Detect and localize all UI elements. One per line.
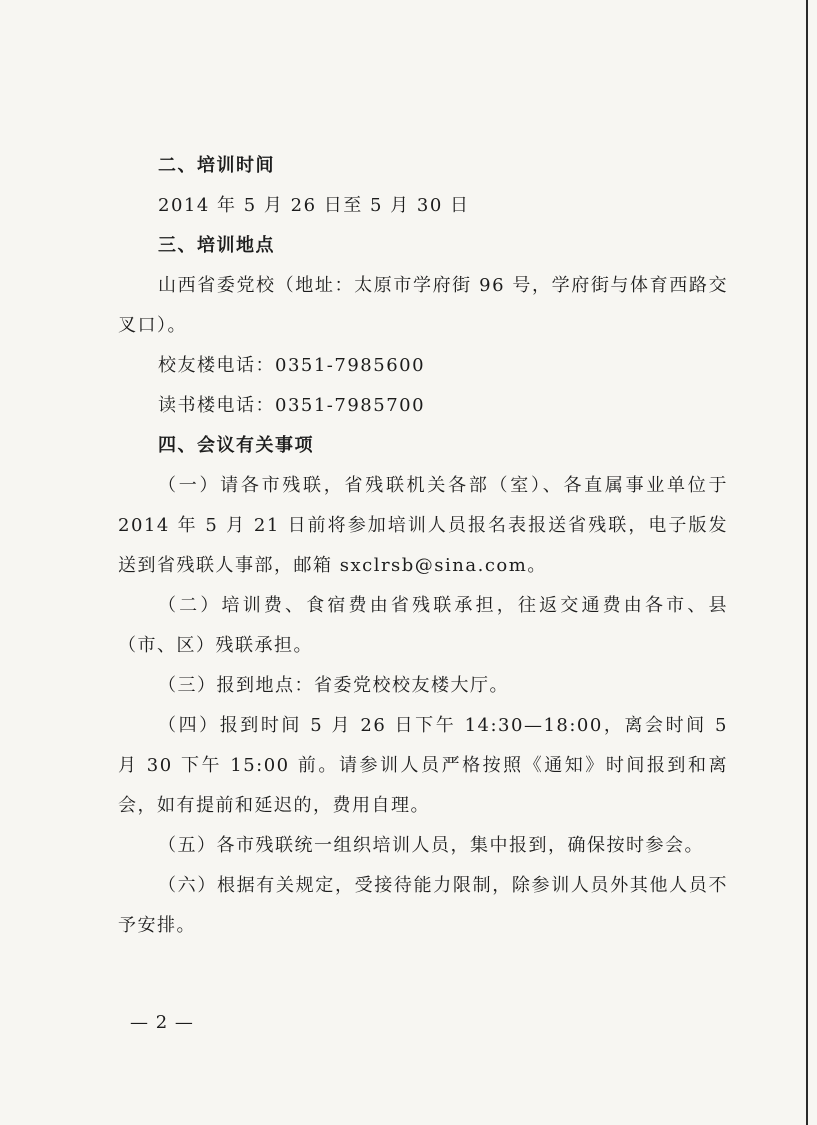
matter-item-2: （二）培训费、食宿费由省残联承担，往返交通费由各市、县（市、区）残联承担。 bbox=[118, 595, 728, 656]
section-heading-meeting-matters: 四、会议有关事项 bbox=[158, 435, 314, 456]
matter-item-1: （一）请各市残联，省残联机关各部（室）、各直属事业单位于 2014 年 5 月 21 日前将参加培训人员报名表报送省残联，电子版发送到省残联人事部，邮箱 sxclrsb@sina.com。 bbox=[118, 475, 728, 576]
scan-page-edge bbox=[806, 0, 808, 1125]
matter-item-3: （三）报到地点：省委党校校友楼大厅。 bbox=[158, 675, 509, 696]
matter-item-4: （四）报到时间 5 月 26 日下午 14:30—18:00，离会时间 5 月 30 下午 15:00 前。请参训人员严格按照《通知》时间报到和离会，如有提前和延迟的，费用自理。 bbox=[118, 715, 728, 816]
phone-alumni-building: 校友楼电话：0351-7985600 bbox=[158, 355, 426, 376]
training-address: 山西省委党校（地址：太原市学府街 96 号，学府街与体育西路交叉口）。 bbox=[118, 275, 728, 336]
matter-item-5: （五）各市残联统一组织培训人员，集中报到，确保按时参会。 bbox=[158, 835, 704, 856]
page-number: — 2 — bbox=[130, 1012, 194, 1033]
document-body bbox=[118, 146, 728, 946]
section-heading-training-location: 三、培训地点 bbox=[158, 235, 275, 256]
training-dates: 2014 年 5 月 26 日至 5 月 30 日 bbox=[158, 195, 470, 216]
matter-item-6: （六）根据有关规定，受接待能力限制，除参训人员外其他人员不予安排。 bbox=[118, 875, 728, 936]
phone-reading-building: 读书楼电话：0351-7985700 bbox=[158, 395, 426, 416]
section-heading-training-time: 二、培训时间 bbox=[158, 155, 275, 176]
